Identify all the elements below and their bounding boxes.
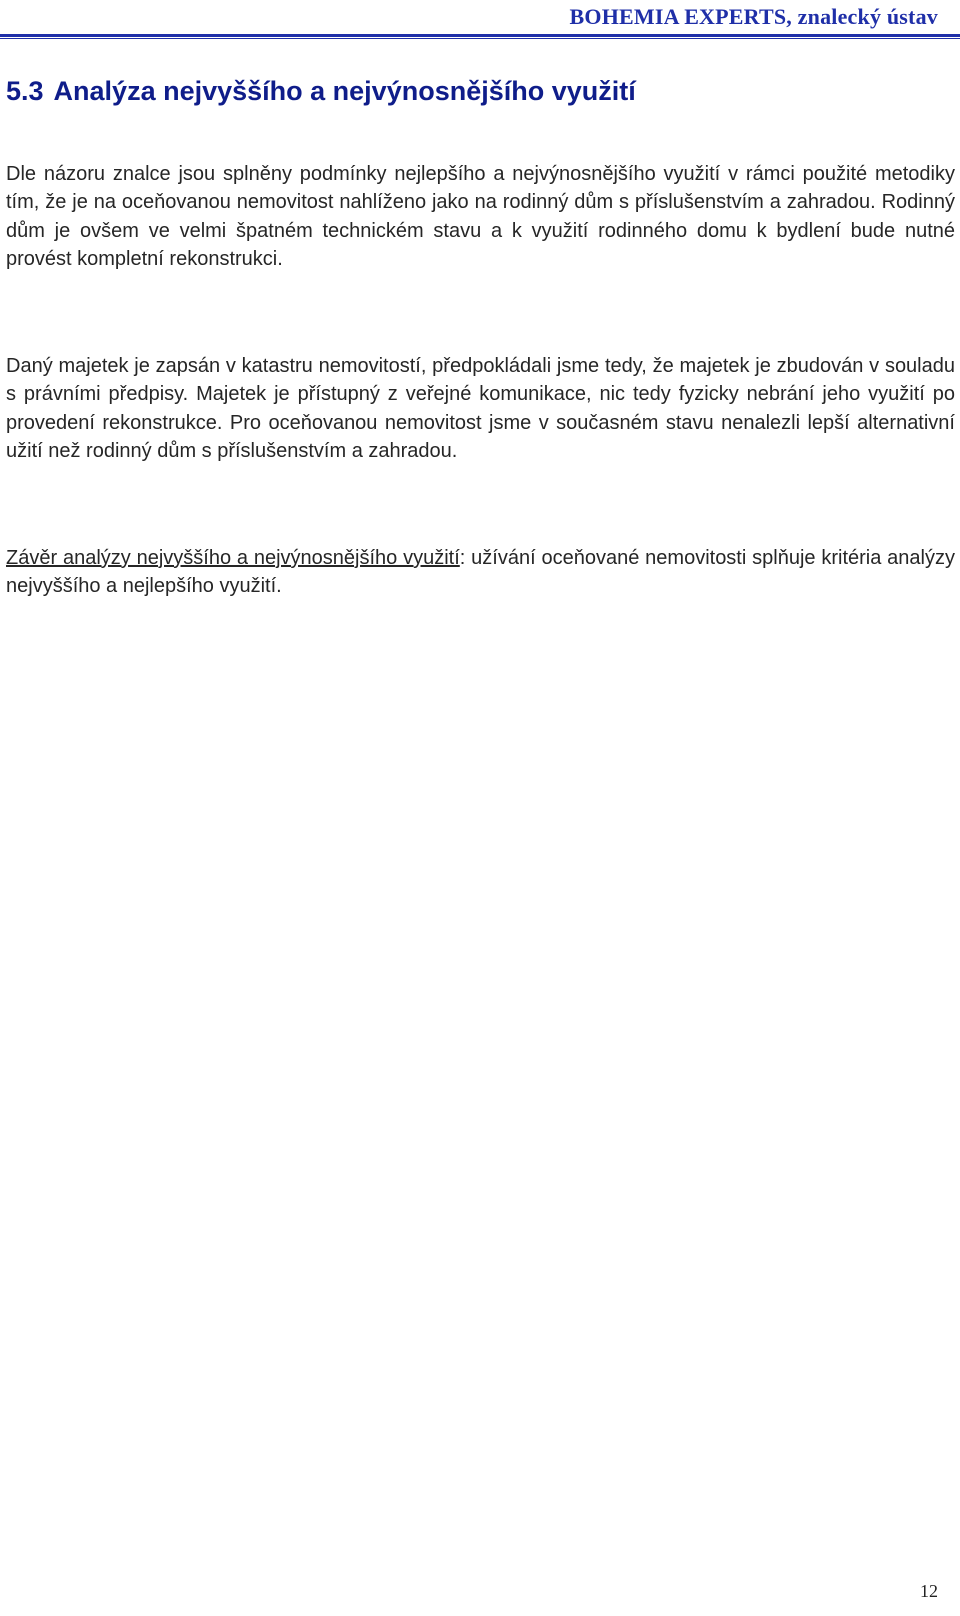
- section-heading: [6, 76, 636, 107]
- page-number: 12: [920, 1581, 938, 1601]
- section-title-text: Analýza nejvyššího a nejvýnosnějšího využití: [53, 76, 636, 106]
- conclusion-text: užívání oceňované nemovitosti splňuje kritéria analýzy nejvyššího a nejlepšího využití.: [6, 547, 955, 598]
- paragraph-2: Daný majetek je zapsán v katastru nemovitostí, předpokládali jsme tedy, že majetek je zbudován v souladu s právními předpisy. Majetek je přístupný z veřejné komunikace, nic tedy fyzicky nebrání jeho využití po provedení rekonstrukce. Pro oceňovanou nemovitost jsme v současném stavu nenalezli lepší alternativní užití než rodinný dům s příslušenstvím a zahradou.: [6, 355, 955, 463]
- conclusion-paragraph: [6, 544, 955, 601]
- conclusion-label: Závěr analýzy nejvyššího a nejvýnosnějšího využití: [6, 547, 460, 569]
- document-header: BOHEMIA EXPERTS, znalecký ústav: [569, 4, 938, 29]
- header-divider: [0, 34, 960, 39]
- paragraph-1: Dle názoru znalce jsou splněny podmínky nejlepšího a nejvýnosnějšího využití v rámci použité metodiky tím, že je na oceňovanou nemovitost nahlíženo jako na rodinný dům s příslušenstvím a zahradou. Rodinný dům je ovšem ve velmi špatném technickém stavu a k využití rodinného domu k bydlení bude nutné provést kompletní rekonstrukci.: [6, 163, 955, 271]
- conclusion-separator: :: [459, 547, 466, 569]
- section-number: 5.3: [6, 76, 44, 106]
